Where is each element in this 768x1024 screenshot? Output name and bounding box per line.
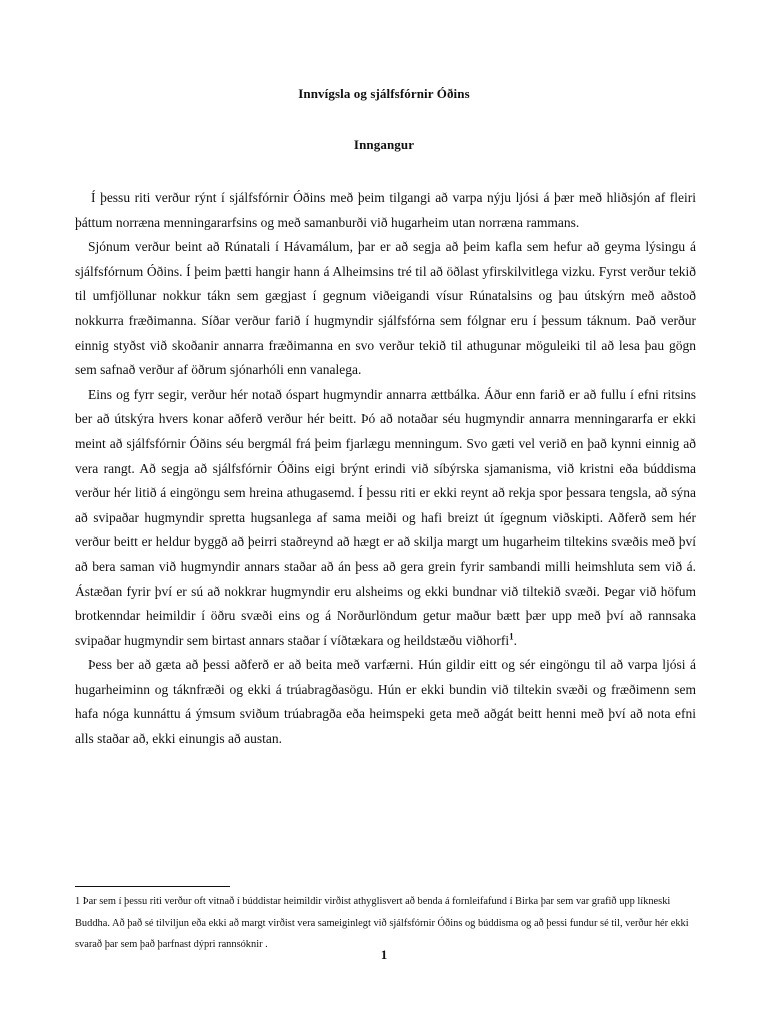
section-heading: Inngangur bbox=[353, 137, 415, 152]
paragraph-3-end: . bbox=[513, 632, 518, 648]
document-title: Innvígsla og sjálfsfórnir Óðins bbox=[298, 86, 470, 101]
paragraph-1: Í þessu riti verður rýnt í sjálfsfórnir Óðins með þeim tilgangi að varpa nýju ljósi á þær með hliðsjón af fleiri þáttum norræna menningararfsins og með samanburði við hugarheim utan norræna rammans. bbox=[75, 190, 696, 230]
footnote-reference[interactable]: 1 bbox=[509, 631, 514, 642]
footnote-text: 1 Þar sem í þessu riti verður oft vitnað í búddistar heimildir virðist athyglisvert að benda á fornleifafund í Birka þar sem var grafið upp líkneski Buddha. Að það sé tilviljun eða ekki að margt virðist vera sameiginlegt við sjálfsfórnir Óðins og búddisma og að þessi fundur sé til, verður hér ekki svarað þar sem það þarfnast dýpri rannsóknir . bbox=[75, 896, 689, 950]
paragraph-3-text: Eins og fyrr segir, verður hér notað óspart hugmyndir annarra ættbálka. Áður enn farið er að fullu í efni ritsins ber að útskýra hvers konar aðferð verður hér beitt. Þó að notaðar séu hugmyndir annarra menningararfa er ekki meint að sjálfsfórnir Óðins séu bergmál frá þeim fjarlægu menningum. Svo gæti vel verið en það kynni einnig að vera rangt. Að segja að sjálfsfórnir Óðins eigi brýnt erindi við síbýrska sjamanisma, við kristni eða búddisma verður hér litið á eingöngu sem hreina athugasemd. Í þessu riti er ekki reynt að rekja spor þessara tengsla, að sýna að svipaðar hugmyndir spretta hugsanlega af sama meiði og hafi breizt út ígegnum viðskipti. Aðferð sem hér verður beitt er heldur byggð að þeirri staðreynd að hægt er að skilja margt um hugarheim tiltekins svæðis með því að bera saman við hugmyndir annars staðar að án þess að gera grein fyrir sambandi milli heimshluta sem við á. Ástæðan fyrir því er sú að nokkrar hugmyndir eru alsheims og ekki bundnar við tiltekið svæði. Þegar við höfum brotkenndar heimildir í öðru svæði eins og á Norðurlöndum getur maður bætt þær upp með því að rannsaka svipaðar hugmyndir sem birtast annars staðar í víðtækara og heildstæðu viðhorfi bbox=[75, 386, 696, 648]
paragraph-3 bbox=[75, 383, 696, 654]
footnote-separator bbox=[75, 886, 230, 887]
paragraph-2: Sjónum verður beint að Rúnatali í Hávamálum, þar er að segja að þeim kafla sem hefur að geyma lýsingu á sjálfsfórnum Óðins. Í þeim þætti hangir hann á Alheimsins tré til að öðlast yfirskilvitlega vizku. Fyrst verður tekið til umfjöllunar nokkur tákn sem gægjast í gegnum viðeigandi vísur Rúnatalsins og þau útskýrn með aðstoð nokkurra fræðimanna. Síðar verður farið í hugmyndir sjálfsfórna sem fólgnar eru í þessum táknum. Það verður einnig styðst við skoðanir annarra fræðimanna en svo verður tekið til athugunar möguleiki til að lesa þau gögn sem safnað verður af öðrum sjónarhóli enn vanalega. bbox=[75, 239, 696, 378]
paragraph-4: Þess ber að gæta að þessi aðferð er að beita með varfærni. Hún gildir eitt og sér eingöngu til að varpa ljósi á hugarheiminn og táknfræði og ekki á trúabragðasögu. Hún er ekki bundin við tiltekin svæði og fræðimenn sem hafa nóga kunnáttu á ýmsum sviðum trúabragða eða heimspeki geta með aðgát beitt henni með því að nota efni alls staðar að, ekki einungis að austan. bbox=[75, 657, 696, 747]
page-number: 1 bbox=[380, 947, 388, 962]
body-text bbox=[75, 186, 696, 752]
